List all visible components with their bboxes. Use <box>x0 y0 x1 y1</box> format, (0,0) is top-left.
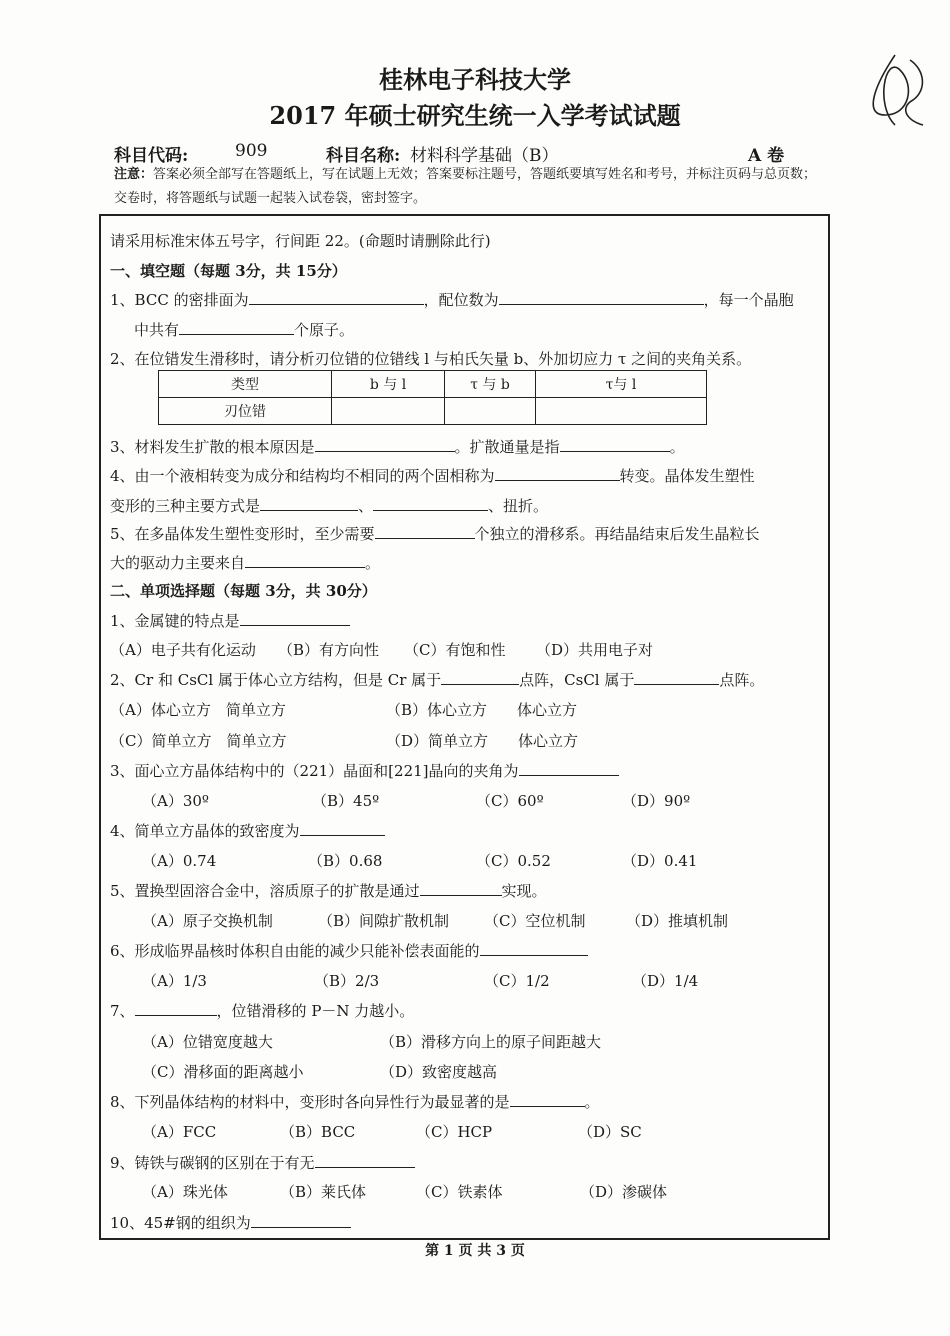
s2-q8-text-b: 。 <box>584 1093 600 1111</box>
blank <box>260 496 358 511</box>
s2-q9-option-d: （D）渗碳体 <box>580 1183 668 1201</box>
blank <box>480 941 588 956</box>
subject-name-label: 科目名称: <box>326 146 401 166</box>
s1-q1-text-b: ，配位数为 <box>423 291 499 309</box>
s2-q5-text-a: 5、置换型固溶合金中，溶质原子的扩散是通过 <box>110 882 420 900</box>
s1-q1-line1 <box>110 289 794 310</box>
s2-q6-text: 6、形成临界晶核时体积自由能的减少只能补偿表面能的 <box>110 942 480 960</box>
blank <box>634 670 719 685</box>
s2-q9-option-a: （A）珠光体 <box>142 1183 228 1201</box>
s2-q8-option-d: （D）SC <box>578 1123 642 1141</box>
handwritten-signature <box>855 45 935 135</box>
university-title: 桂林电子科技大学 <box>379 65 571 94</box>
s2-q2 <box>110 669 764 690</box>
s2-q8-option-c: （C）HCP <box>416 1123 493 1141</box>
s2-q8-text-a: 8、下列晶体结构的材料中，变形时各向异性行为最显著的是 <box>110 1093 510 1111</box>
s2-q3 <box>110 760 619 781</box>
s2-q2-option-d: （D）简单立方 体心立方 <box>386 732 579 750</box>
s1-q1-text-a: 1、BCC 的密排面为 <box>110 291 249 309</box>
s1-q5-text-a: 5、在多晶体发生塑性变形时，至少需要 <box>110 525 375 543</box>
s1-q2: 2、在位错发生滑移时，请分析刃位错的位错线 l 与柏氏矢量 b、外加切应力 τ 之间的夹角关系。 <box>110 350 752 368</box>
s1-q3 <box>110 436 685 457</box>
s1-q3-text-b: 。扩散通量是指 <box>454 438 560 456</box>
s2-q7-text-a: 7、 <box>110 1002 135 1020</box>
s2-q2-option-b: （B）体心立方 体心立方 <box>386 701 578 719</box>
s2-q4-option-d: （D）0.41 <box>622 852 698 870</box>
s2-q7-option-d: （D）致密度越高 <box>380 1063 498 1081</box>
s2-q7 <box>110 1000 414 1021</box>
s2-q6-option-b: （B）2/3 <box>314 972 380 990</box>
s1-q4-line1 <box>110 465 755 486</box>
blank <box>251 1213 351 1228</box>
s2-q8 <box>110 1091 600 1112</box>
s1-q4-text-c: 变形的三种主要方式是 <box>110 497 261 515</box>
format-instruction: 请采用标准宋体五号字，行间距 22。(命题时请删除此行) <box>110 232 491 250</box>
s1-q5-text-b: 个独立的滑移系。再结晶结束后发生晶粒长 <box>474 525 760 543</box>
s2-q3-option-d: （D）90º <box>622 792 691 810</box>
section2-title: 二、单项选择题（每题 3分，共 30分） <box>110 582 377 600</box>
s2-q9-option-c: （C）铁素体 <box>416 1183 503 1201</box>
s2-q4 <box>110 820 385 841</box>
s2-q2-option-c: （C）简单立方 简单立方 <box>110 732 287 750</box>
s2-q7-option-b: （B）滑移方向上的原子间距越大 <box>380 1033 602 1051</box>
blank <box>315 437 455 452</box>
table-cell <box>332 398 445 425</box>
blank <box>441 670 519 685</box>
s1-q4-text-a: 4、由一个液相转变为成分和结构均不相同的两个固相称为 <box>110 467 495 485</box>
s2-q6-option-a: （A）1/3 <box>142 972 207 990</box>
s2-q2-text-c: 点阵。 <box>719 671 765 689</box>
blank <box>315 1153 415 1168</box>
s1-q3-text-a: 3、材料发生扩散的根本原因是 <box>110 438 315 456</box>
blank <box>135 1001 217 1016</box>
s2-q5-option-d: （D）推填机制 <box>626 912 729 930</box>
blank <box>179 320 294 335</box>
table-header: 类型 <box>159 371 332 398</box>
s2-q1 <box>110 610 350 631</box>
blank <box>300 821 385 836</box>
s2-q5-text-b: 实现。 <box>501 882 547 900</box>
blank <box>249 290 424 305</box>
s2-q1-option-d: （D）共用电子对 <box>536 641 654 659</box>
table-header: τ与 l <box>536 371 707 398</box>
blank <box>495 466 620 481</box>
s2-q7-option-c: （C）滑移面的距离越小 <box>142 1063 304 1081</box>
s1-q4-text-d: 、 <box>358 497 374 515</box>
s2-q3-option-c: （C）60º <box>476 792 544 810</box>
s2-q10 <box>110 1212 351 1233</box>
blank <box>499 290 704 305</box>
s2-q4-option-c: （C）0.52 <box>476 852 551 870</box>
blank <box>560 437 670 452</box>
s1-q5-line1 <box>110 523 760 544</box>
s1-q1-text-c: ，每一个晶胞 <box>703 291 794 309</box>
blank <box>245 553 365 568</box>
s2-q5-option-b: （B）间隙扩散机制 <box>318 912 450 930</box>
blank <box>375 524 475 539</box>
notice-text: 答案必须全部写在答题纸上，写在试题上无效；答案要标注题号，答题纸要填写姓名和考号，并标注页码与总页数；交卷时，将答题纸与试题一起装入试卷袋，密封签字。 <box>114 167 817 206</box>
s1-q1-line2 <box>134 319 354 340</box>
s2-q6-option-c: （C）1/2 <box>484 972 550 990</box>
table-cell <box>536 398 707 425</box>
blank <box>373 496 488 511</box>
s1-q4-line2 <box>110 495 548 516</box>
dislocation-table <box>158 370 707 425</box>
s2-q10-text: 10、45#钢的组织为 <box>110 1214 251 1232</box>
s1-q4-text-b: 转变。晶体发生塑性 <box>619 467 755 485</box>
blank <box>240 611 350 626</box>
s1-q5-line2 <box>110 552 380 573</box>
s2-q7-option-a: （A）位错宽度越大 <box>142 1033 273 1051</box>
s1-q1-text-d: 中共有 <box>134 321 180 339</box>
s2-q4-option-a: （A）0.74 <box>142 852 217 870</box>
table-cell <box>445 398 536 425</box>
s2-q2-text-b: 点阵，CsCl 属于 <box>519 671 635 689</box>
section1-title: 一、填空题（每题 3分，共 15分） <box>110 262 347 280</box>
s2-q2-text-a: 2、Cr 和 CsCl 属于体心立方结构，但是 Cr 属于 <box>110 671 442 689</box>
s2-q6 <box>110 940 588 961</box>
s2-q1-option-a: （A）电子共有化运动 <box>110 641 256 659</box>
s1-q5-text-d: 。 <box>365 554 381 572</box>
s2-q5-option-c: （C）空位机制 <box>484 912 586 930</box>
blank <box>420 881 502 896</box>
blank <box>519 761 619 776</box>
table-header: τ 与 b <box>445 371 536 398</box>
page-footer: 第 1 页 共 3 页 <box>425 1243 525 1259</box>
s2-q4-option-b: （B）0.68 <box>308 852 383 870</box>
notice <box>114 163 824 211</box>
s2-q6-option-d: （D）1/4 <box>632 972 699 990</box>
s2-q3-option-a: （A）30º <box>142 792 209 810</box>
s2-q5 <box>110 880 547 901</box>
s1-q5-text-c: 大的驱动力主要来自 <box>110 554 246 572</box>
s2-q5-option-a: （A）原子交换机制 <box>142 912 273 930</box>
table-header: b 与 l <box>332 371 445 398</box>
s2-q8-option-a: （A）FCC <box>142 1123 217 1141</box>
s2-q9-option-b: （B）莱氏体 <box>280 1183 367 1201</box>
s2-q4-text: 4、简单立方晶体的致密度为 <box>110 822 300 840</box>
subject-name: 材料科学基础（B） <box>410 146 559 166</box>
s2-q3-text: 3、面心立方晶体结构中的（221）晶面和[221]晶向的夹角为 <box>110 762 519 780</box>
subject-code-label: 科目代码: <box>114 146 189 166</box>
s2-q1-text: 1、金属键的特点是 <box>110 612 240 630</box>
s1-q3-text-c: 。 <box>669 438 685 456</box>
s1-q4-text-e: 、扭折。 <box>488 497 549 515</box>
table-row-label: 刃位错 <box>159 398 332 425</box>
exam-title: 2017 年硕士研究生统一入学考试试题 <box>269 101 681 130</box>
s2-q3-option-b: （B）45º <box>312 792 380 810</box>
s2-q9 <box>110 1152 415 1173</box>
s2-q2-option-a: （A）体心立方 简单立方 <box>110 701 286 719</box>
s2-q9-text: 9、铸铁与碳钢的区别在于有无 <box>110 1154 315 1172</box>
s2-q1-option-c: （C）有饱和性 <box>404 641 506 659</box>
s2-q7-text-b: ，位错滑移的 P－N 力越小。 <box>216 1002 415 1020</box>
s1-q1-text-e: 个原子。 <box>294 321 355 339</box>
s2-q1-option-b: （B）有方向性 <box>278 641 380 659</box>
blank <box>510 1092 585 1107</box>
paper-version: A 卷 <box>748 146 785 166</box>
s2-q8-option-b: （B）BCC <box>280 1123 356 1141</box>
subject-code: 909 <box>235 141 268 161</box>
notice-label: 注意： <box>114 167 154 182</box>
